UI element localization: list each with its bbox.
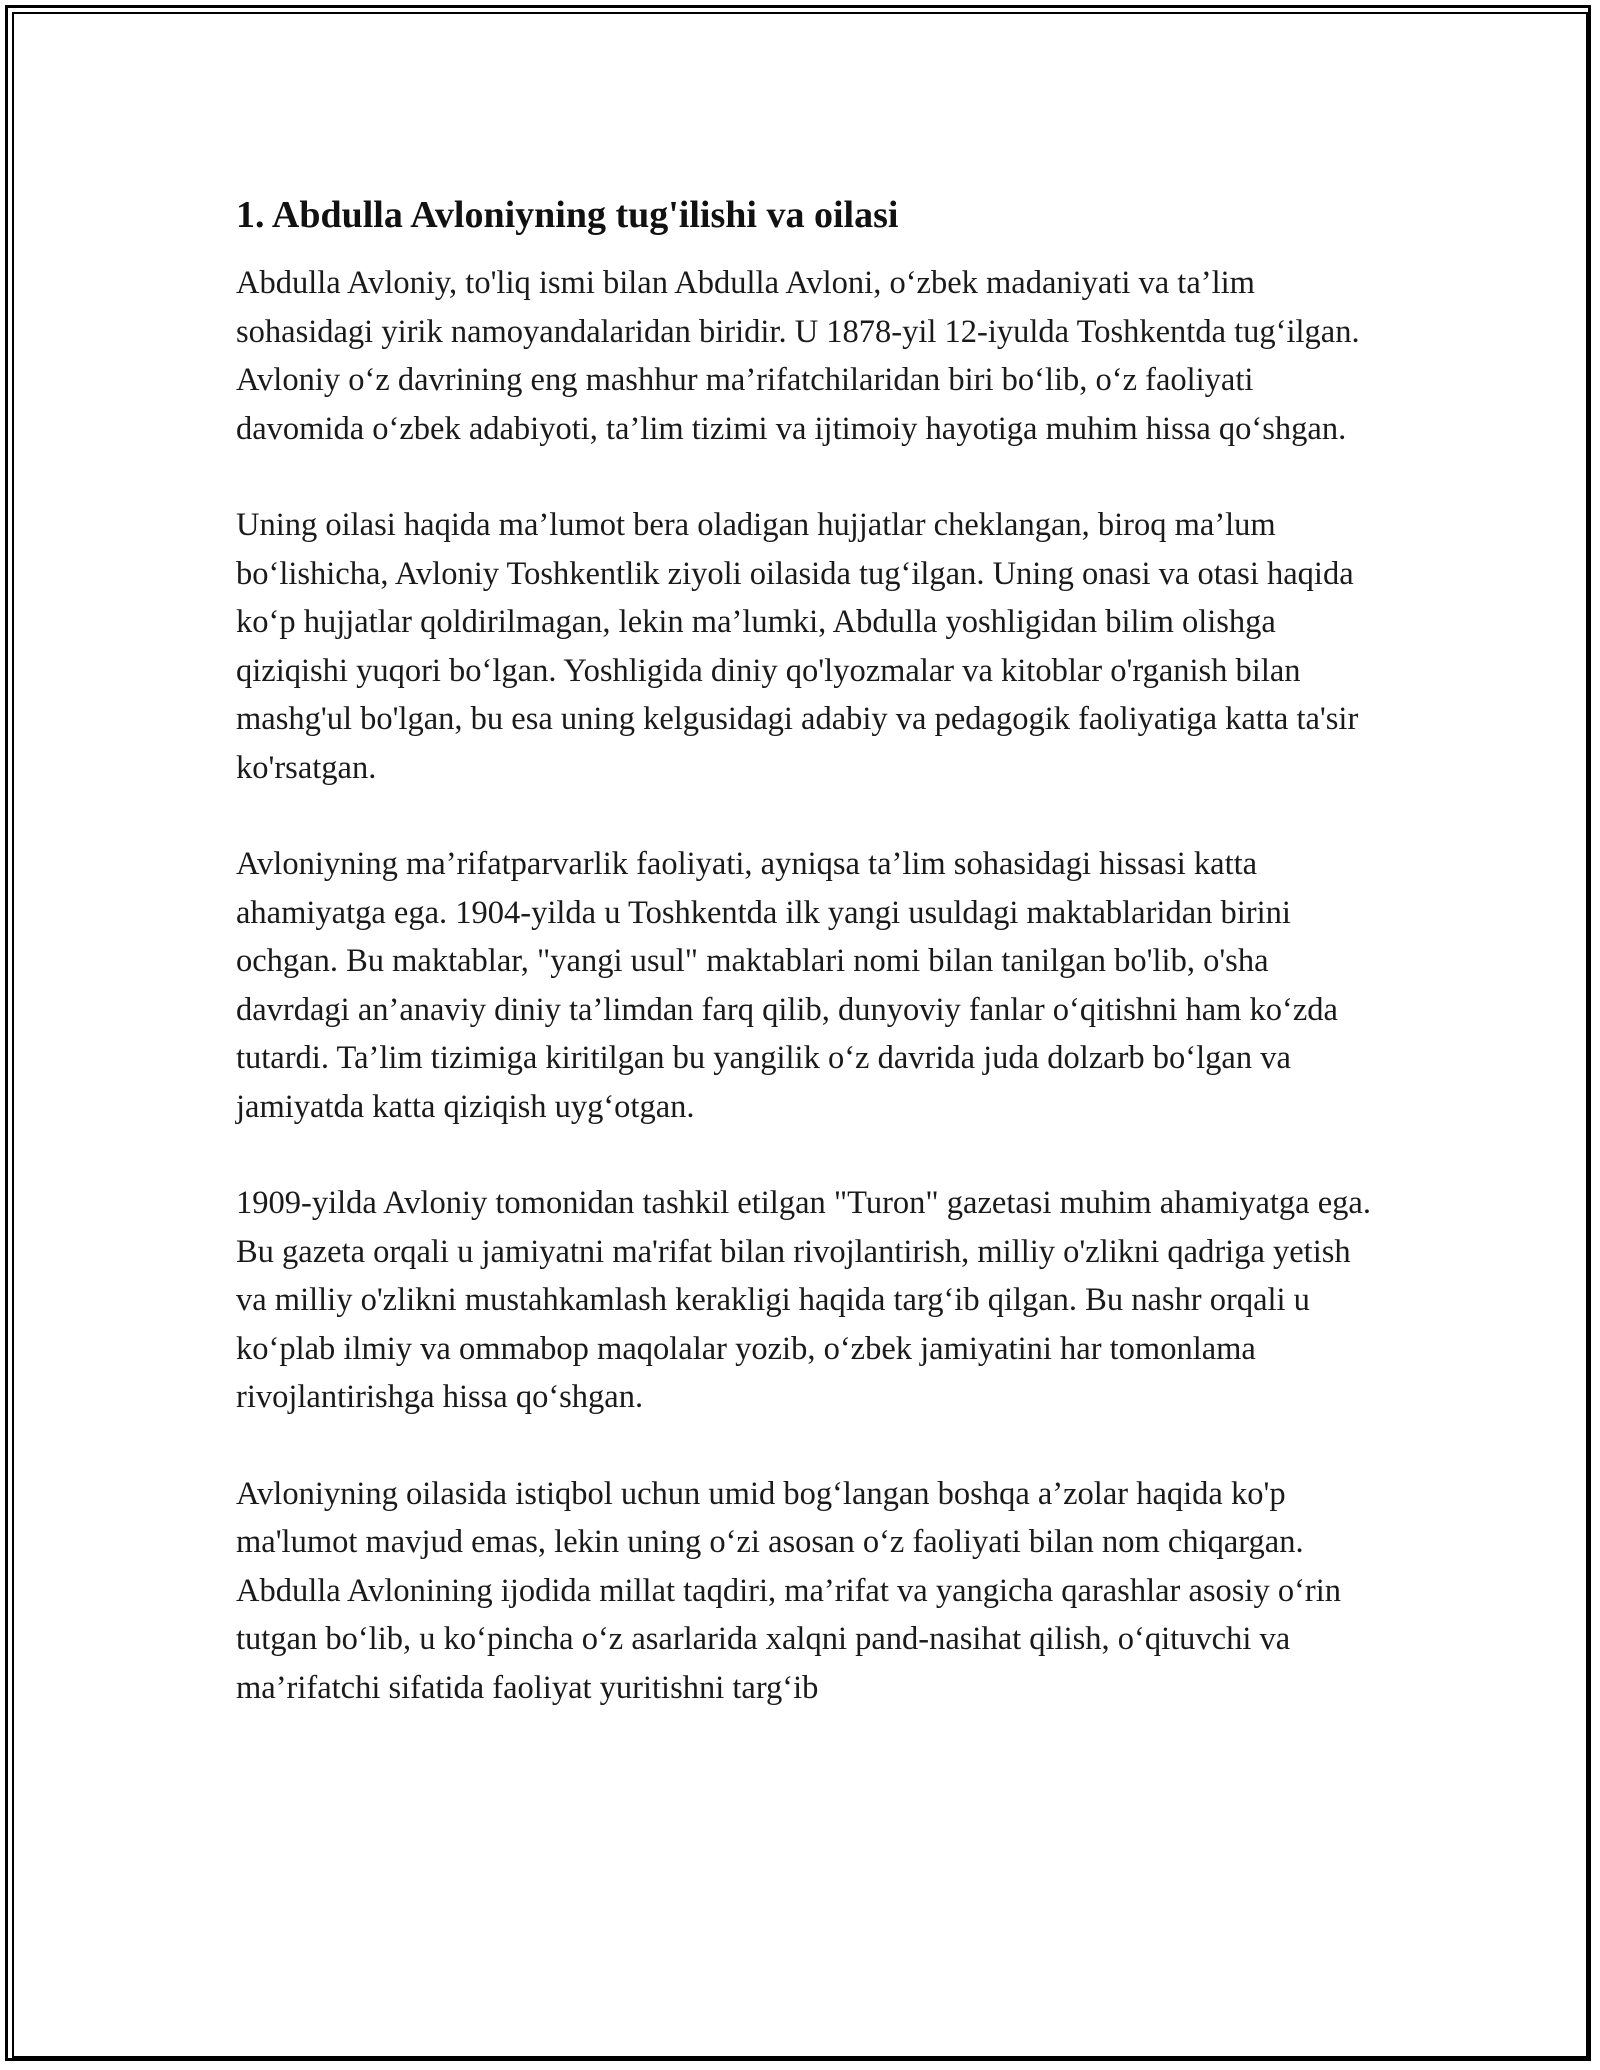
paragraph-birth: Abdulla Avloniy, to'liq ismi bilan Abdulla Avloni, o‘zbek madaniyati va ta’lim sohasidagi yirik namoyandalaridan biridir. U 1878-yil 12-iyulda Toshkentda tug‘ilgan. Avloniy o‘z davrining eng mashhur ma’rifatchilaridan biri bo‘lib, o‘z faoliyati davomida o‘zbek adabiyoti, ta’lim tizimi va ijtimoiy hayotiga muhim hissa qo‘shgan. bbox=[236, 265, 1360, 447]
section-heading: 1. Abdulla Avloniyning tug'ilishi va oilasi bbox=[236, 194, 899, 236]
paragraph-legacy: Avloniyning oilasida istiqbol uchun umid bog‘langan boshqa a’zolar haqida ko'p ma'lumot mavjud emas, lekin uning o‘zi asosan o‘z faoliyati bilan nom chiqargan. Abdulla Avlonining ijodida millat taqdiri, ma’rifat va yangicha qarashlar asosiy o‘rin tutgan bo‘lib, u ko‘pincha o‘z asarlarida xalqni pand-nasihat qilish, o‘qituvchi va ma’rifatchi sifatida faoliyat yuritishni targ‘ib bbox=[236, 1475, 1342, 1706]
document-body bbox=[236, 185, 1386, 1712]
paragraph-family: Uning oilasi haqida ma’lumot bera oladigan hujjatlar cheklangan, biroq ma’lum bo‘lishicha, Avloniy Toshkentlik ziyoli oilasida tug‘ilgan. Uning onasi va otasi haqida ko‘p hujjatlar qoldirilmagan, lekin ma’lumki, Abdulla yoshligidan bilim olishga qiziqishi yuqori bo‘lgan. Yoshligida diniy qo'lyozmalar va kitoblar o'rganish bilan mashg'ul bo'lgan, bu esa uning kelgusidagi adabiy va pedagogik faoliyatiga katta ta'sir ko'rsatgan. bbox=[236, 507, 1359, 786]
paragraph-education-work: Avloniyning ma’rifatparvarlik faoliyati, ayniqsa ta’lim sohasidagi hissasi katta ahamiyatga ega. 1904-yilda u Toshkentda ilk yangi usuldagi maktablaridan birini ochgan. Bu maktablar, "yangi usul" maktablari nomi bilan tanilgan bo'lib, o'sha davrdagi an’anaviy diniy ta’limdan farq qilib, dunyoviy fanlar o‘qitishni ham ko‘zda tutardi. Ta’lim tizimiga kiritilgan bu yangilik o‘z davrida juda dolzarb bo‘lgan va jamiyatda katta qiziqish uyg‘otgan. bbox=[236, 846, 1338, 1125]
paragraph-turon-newspaper: 1909-yilda Avloniy tomonidan tashkil etilgan "Turon" gazetasi muhim ahamiyatga ega. Bu gazeta orqali u jamiyatni ma'rifat bilan rivojlantirish, milliy o'zlikni qadriga yetish va milliy o'zlikni mustahkamlash kerakligi haqida targ‘ib qilgan. Bu nashr orqali u ko‘plab ilmiy va ommabop maqolalar yozib, o‘zbek jamiyatini har tomonlama rivojlantirishga hissa qoʻshgan. bbox=[236, 1185, 1371, 1415]
